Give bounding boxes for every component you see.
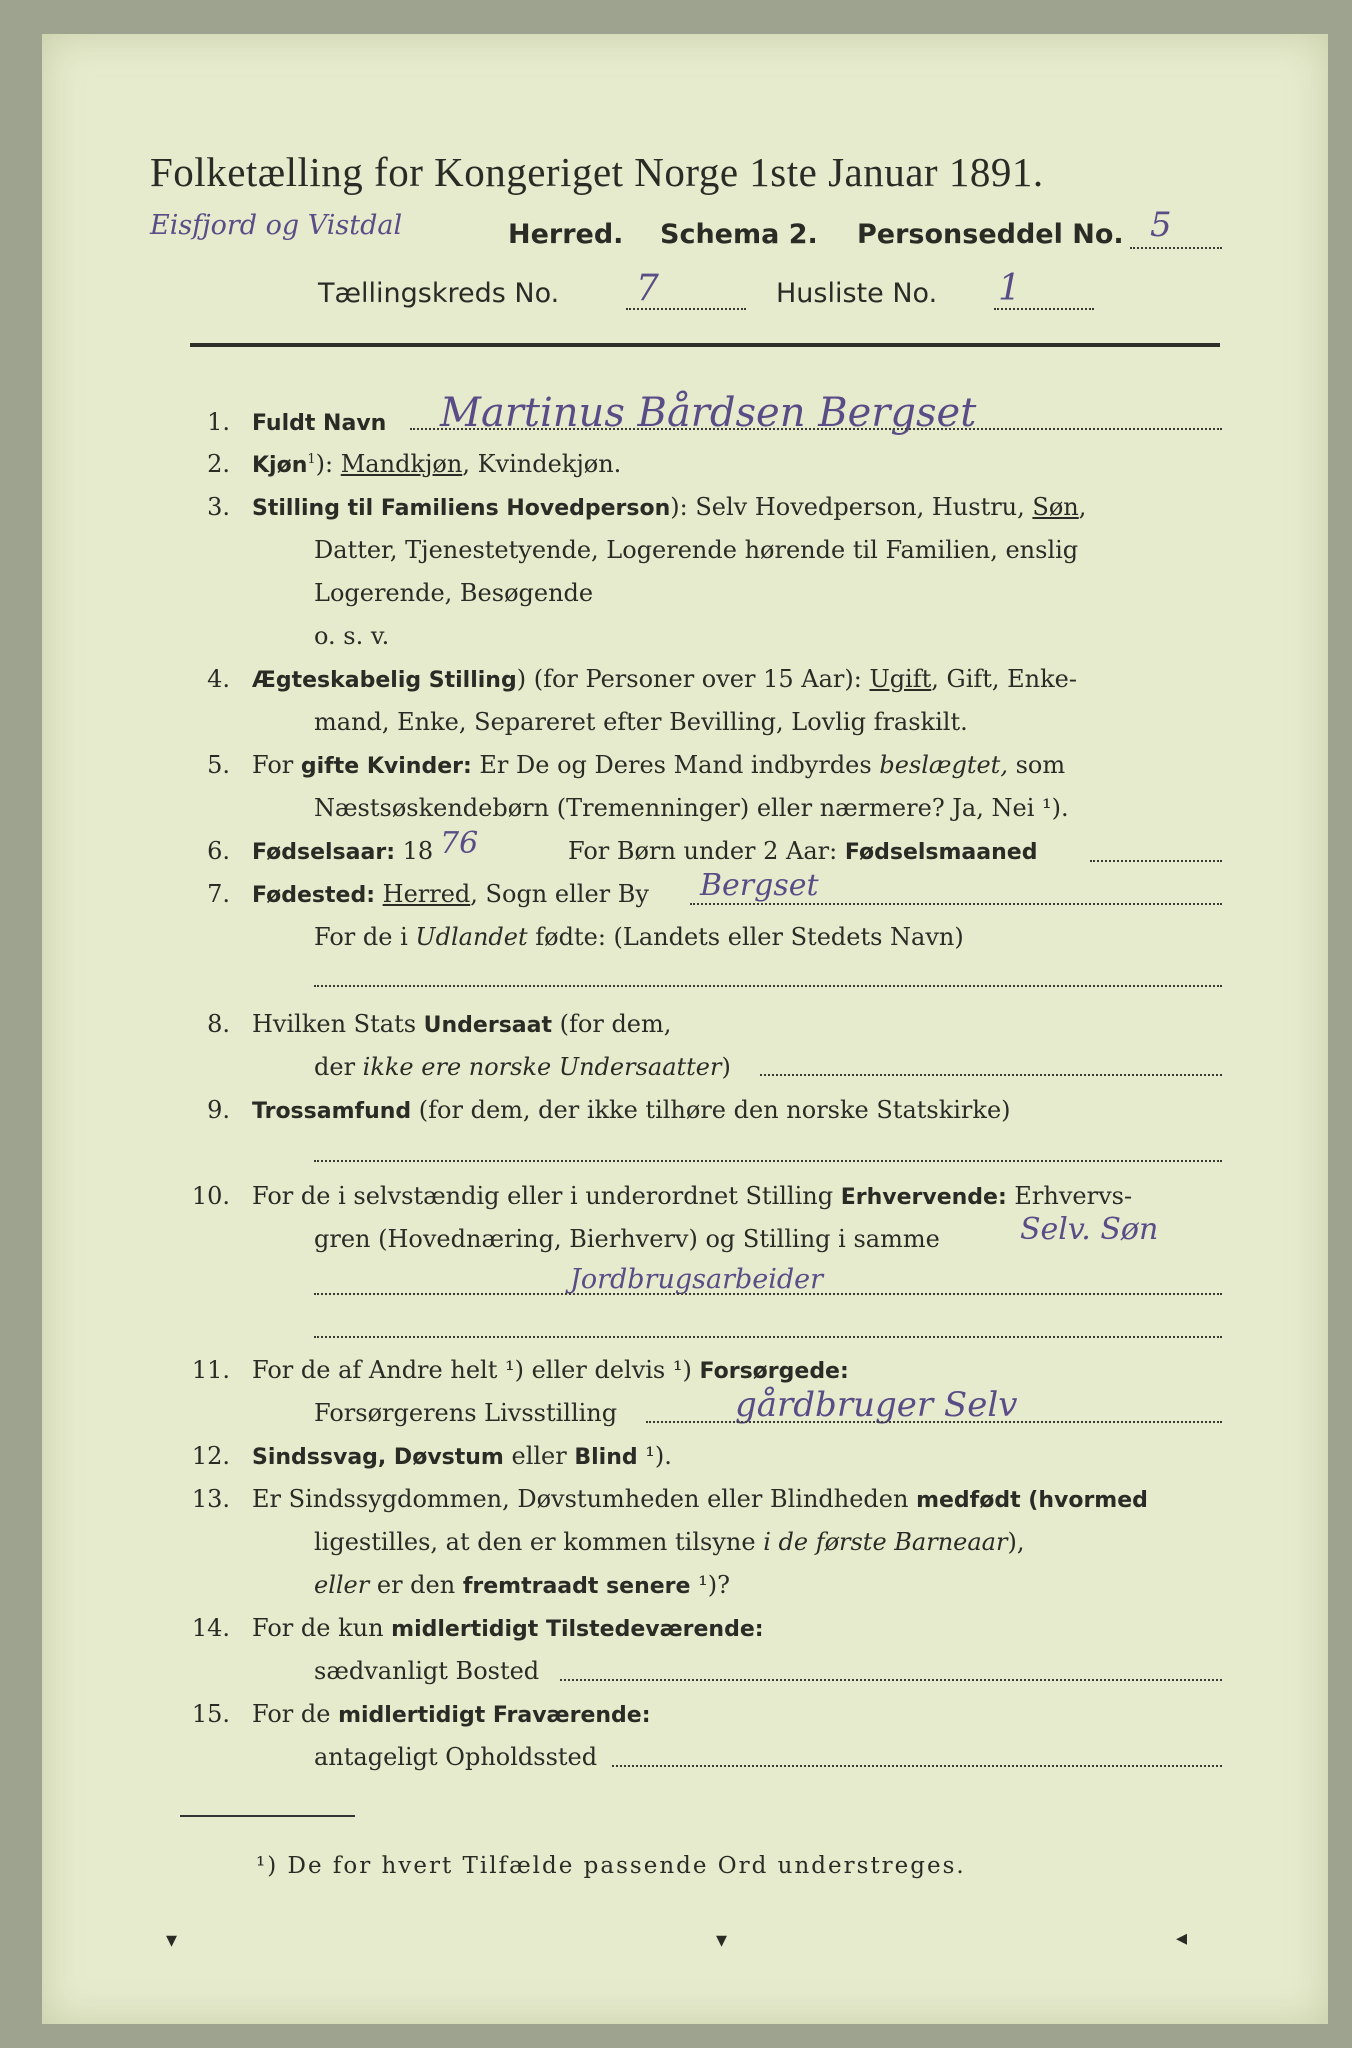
taellingskreds-handwritten: 7 (636, 268, 659, 309)
birthyear-handwritten: 76 (440, 826, 479, 861)
birthplace-handwritten: Bergset (700, 868, 819, 903)
provider-handwritten: gårdbruger Selv (735, 1385, 1018, 1425)
footnote-rule (180, 1815, 355, 1817)
census-form (42, 34, 1328, 2024)
husliste-handwritten: 1 (998, 268, 1021, 309)
form-title: Folketælling for Kongeriget Norge 1ste Januar 1891. (150, 149, 1044, 195)
husliste-label: Husliste No. (776, 278, 938, 309)
footnote: ¹) De for hvert Tilfælde passende Ord understreges. (256, 1853, 966, 1879)
schema-label: Schema 2. (660, 219, 818, 250)
occupation-handwritten-2: Jordbrugsarbeider (570, 1264, 824, 1295)
personseddel-label: Personseddel No. (857, 219, 1124, 250)
corner-mark-right: ◂ (1176, 1926, 1188, 1951)
taellingskreds-label: Tællingskreds No. (318, 278, 560, 309)
corner-mark-center: ▾ (716, 1928, 728, 1953)
herred-label: Herred. (508, 219, 624, 250)
corner-mark-left: ▾ (166, 1928, 178, 1953)
herred-handwritten: Eisfjord og Vistdal (150, 210, 403, 241)
header-rule (190, 343, 1220, 347)
occupation-handwritten-1: Selv. Søn (1020, 1212, 1159, 1247)
name-handwritten: Martinus Bårdsen Bergset (440, 390, 977, 436)
personseddel-handwritten: 5 (1150, 205, 1172, 245)
